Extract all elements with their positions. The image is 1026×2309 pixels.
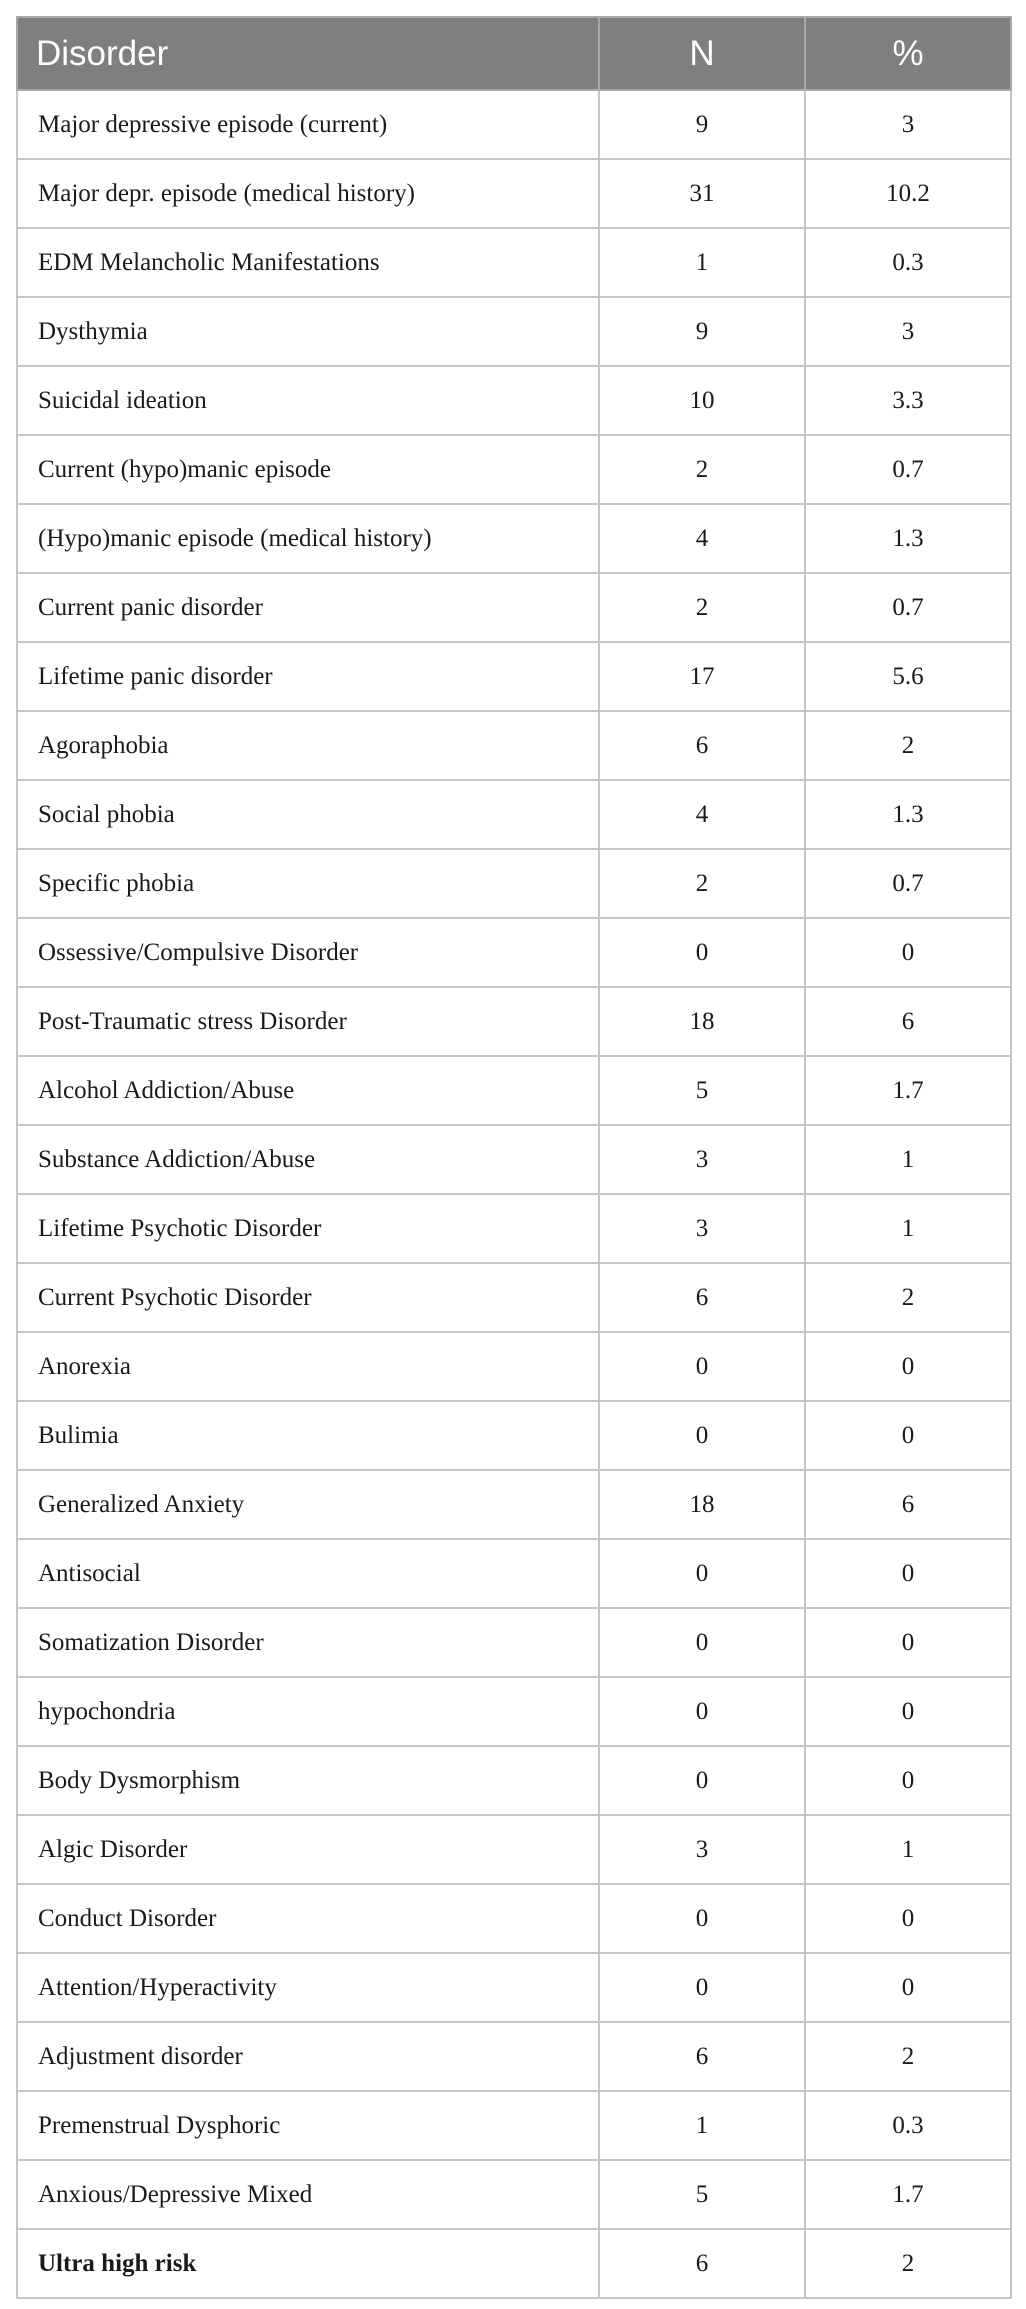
- cell-n: 9: [599, 90, 805, 159]
- cell-n: 0: [599, 918, 805, 987]
- table-row: [17, 2229, 1011, 2298]
- cell-disorder: Premenstrual Dysphoric: [17, 2091, 599, 2160]
- table-row: [17, 366, 1011, 435]
- table-row: [17, 1953, 1011, 2022]
- cell-percent: 1.3: [805, 504, 1011, 573]
- cell-n: 2: [599, 573, 805, 642]
- cell-disorder: Lifetime panic disorder: [17, 642, 599, 711]
- disorder-table: [16, 16, 1012, 2299]
- cell-disorder: Anxious/Depressive Mixed: [17, 2160, 599, 2229]
- cell-disorder: Dysthymia: [17, 297, 599, 366]
- cell-disorder: Social phobia: [17, 780, 599, 849]
- table-row: [17, 1608, 1011, 1677]
- cell-disorder: Ultra high risk: [17, 2229, 599, 2298]
- cell-disorder: Somatization Disorder: [17, 1608, 599, 1677]
- cell-disorder: Lifetime Psychotic Disorder: [17, 1194, 599, 1263]
- cell-percent: 0: [805, 1608, 1011, 1677]
- header-row: [17, 17, 1011, 90]
- cell-n: 31: [599, 159, 805, 228]
- table-row: [17, 780, 1011, 849]
- cell-n: 1: [599, 2091, 805, 2160]
- cell-disorder: (Hypo)manic episode (medical history): [17, 504, 599, 573]
- cell-n: 0: [599, 1401, 805, 1470]
- table-row: [17, 1194, 1011, 1263]
- cell-disorder: Specific phobia: [17, 849, 599, 918]
- cell-percent: 6: [805, 1470, 1011, 1539]
- cell-n: 1: [599, 228, 805, 297]
- table-row: [17, 435, 1011, 504]
- cell-n: 9: [599, 297, 805, 366]
- cell-n: 10: [599, 366, 805, 435]
- header-n: N: [599, 17, 805, 90]
- cell-percent: 5.6: [805, 642, 1011, 711]
- cell-n: 5: [599, 2160, 805, 2229]
- cell-disorder: Agoraphobia: [17, 711, 599, 780]
- cell-percent: 3: [805, 297, 1011, 366]
- cell-disorder: Major depr. episode (medical history): [17, 159, 599, 228]
- header-disorder: Disorder: [17, 17, 599, 90]
- disorder-table-container: [16, 16, 1010, 2299]
- cell-n: 3: [599, 1125, 805, 1194]
- cell-disorder: Antisocial: [17, 1539, 599, 1608]
- cell-percent: 3: [805, 90, 1011, 159]
- cell-n: 2: [599, 435, 805, 504]
- table-row: [17, 573, 1011, 642]
- cell-percent: 2: [805, 2229, 1011, 2298]
- cell-percent: 0: [805, 918, 1011, 987]
- cell-percent: 0.7: [805, 573, 1011, 642]
- cell-percent: 0: [805, 1884, 1011, 1953]
- cell-percent: 0.7: [805, 849, 1011, 918]
- cell-disorder: Adjustment disorder: [17, 2022, 599, 2091]
- cell-disorder: Algic Disorder: [17, 1815, 599, 1884]
- table-row: [17, 1125, 1011, 1194]
- cell-disorder: Major depressive episode (current): [17, 90, 599, 159]
- cell-percent: 10.2: [805, 159, 1011, 228]
- cell-disorder: Body Dysmorphism: [17, 1746, 599, 1815]
- cell-percent: 3.3: [805, 366, 1011, 435]
- cell-n: 6: [599, 2022, 805, 2091]
- table-row: [17, 90, 1011, 159]
- table-row: [17, 918, 1011, 987]
- cell-n: 4: [599, 780, 805, 849]
- table-row: [17, 1677, 1011, 1746]
- cell-disorder: Current Psychotic Disorder: [17, 1263, 599, 1332]
- cell-percent: 1.3: [805, 780, 1011, 849]
- cell-n: 6: [599, 711, 805, 780]
- table-row: [17, 711, 1011, 780]
- cell-n: 2: [599, 849, 805, 918]
- cell-n: 18: [599, 1470, 805, 1539]
- cell-n: 0: [599, 1677, 805, 1746]
- table-row: [17, 2160, 1011, 2229]
- cell-disorder: Generalized Anxiety: [17, 1470, 599, 1539]
- cell-disorder: hypochondria: [17, 1677, 599, 1746]
- cell-n: 0: [599, 1539, 805, 1608]
- cell-percent: 1.7: [805, 2160, 1011, 2229]
- cell-n: 18: [599, 987, 805, 1056]
- cell-percent: 0: [805, 1746, 1011, 1815]
- table-row: [17, 642, 1011, 711]
- table-row: [17, 1746, 1011, 1815]
- table-header: [17, 17, 1011, 90]
- cell-percent: 0.7: [805, 435, 1011, 504]
- cell-disorder: Current (hypo)manic episode: [17, 435, 599, 504]
- table-row: [17, 1539, 1011, 1608]
- cell-n: 3: [599, 1815, 805, 1884]
- cell-percent: 1: [805, 1194, 1011, 1263]
- table-row: [17, 1056, 1011, 1125]
- table-row: [17, 2022, 1011, 2091]
- table-row: [17, 2091, 1011, 2160]
- cell-n: 4: [599, 504, 805, 573]
- cell-disorder: Attention/Hyperactivity: [17, 1953, 599, 2022]
- cell-percent: 6: [805, 987, 1011, 1056]
- table-row: [17, 297, 1011, 366]
- table-row: [17, 1332, 1011, 1401]
- table-row: [17, 1401, 1011, 1470]
- cell-percent: 0: [805, 1539, 1011, 1608]
- table-row: [17, 987, 1011, 1056]
- cell-percent: 0: [805, 1332, 1011, 1401]
- cell-percent: 2: [805, 711, 1011, 780]
- table-row: [17, 1470, 1011, 1539]
- cell-percent: 2: [805, 1263, 1011, 1332]
- cell-n: 0: [599, 1884, 805, 1953]
- table-row: [17, 849, 1011, 918]
- cell-percent: 0: [805, 1401, 1011, 1470]
- table-row: [17, 228, 1011, 297]
- cell-disorder: Ossessive/Compulsive Disorder: [17, 918, 599, 987]
- cell-percent: 1: [805, 1125, 1011, 1194]
- cell-percent: 1.7: [805, 1056, 1011, 1125]
- cell-n: 5: [599, 1056, 805, 1125]
- cell-n: 0: [599, 1953, 805, 2022]
- cell-disorder: Conduct Disorder: [17, 1884, 599, 1953]
- cell-n: 0: [599, 1332, 805, 1401]
- cell-n: 17: [599, 642, 805, 711]
- cell-disorder: Bulimia: [17, 1401, 599, 1470]
- cell-disorder: Alcohol Addiction/Abuse: [17, 1056, 599, 1125]
- cell-percent: 0: [805, 1677, 1011, 1746]
- cell-percent: 0.3: [805, 2091, 1011, 2160]
- table-row: [17, 1884, 1011, 1953]
- table-body: [17, 90, 1011, 2298]
- table-row: [17, 504, 1011, 573]
- table-row: [17, 1263, 1011, 1332]
- cell-n: 0: [599, 1746, 805, 1815]
- cell-disorder: EDM Melancholic Manifestations: [17, 228, 599, 297]
- cell-percent: 1: [805, 1815, 1011, 1884]
- table-row: [17, 159, 1011, 228]
- table-row: [17, 1815, 1011, 1884]
- cell-disorder: Post-Traumatic stress Disorder: [17, 987, 599, 1056]
- cell-n: 3: [599, 1194, 805, 1263]
- cell-n: 6: [599, 1263, 805, 1332]
- cell-disorder: Anorexia: [17, 1332, 599, 1401]
- cell-percent: 0: [805, 1953, 1011, 2022]
- cell-disorder: Suicidal ideation: [17, 366, 599, 435]
- header-percent: %: [805, 17, 1011, 90]
- cell-disorder: Substance Addiction/Abuse: [17, 1125, 599, 1194]
- cell-disorder: Current panic disorder: [17, 573, 599, 642]
- cell-n: 0: [599, 1608, 805, 1677]
- cell-n: 6: [599, 2229, 805, 2298]
- cell-percent: 0.3: [805, 228, 1011, 297]
- cell-percent: 2: [805, 2022, 1011, 2091]
